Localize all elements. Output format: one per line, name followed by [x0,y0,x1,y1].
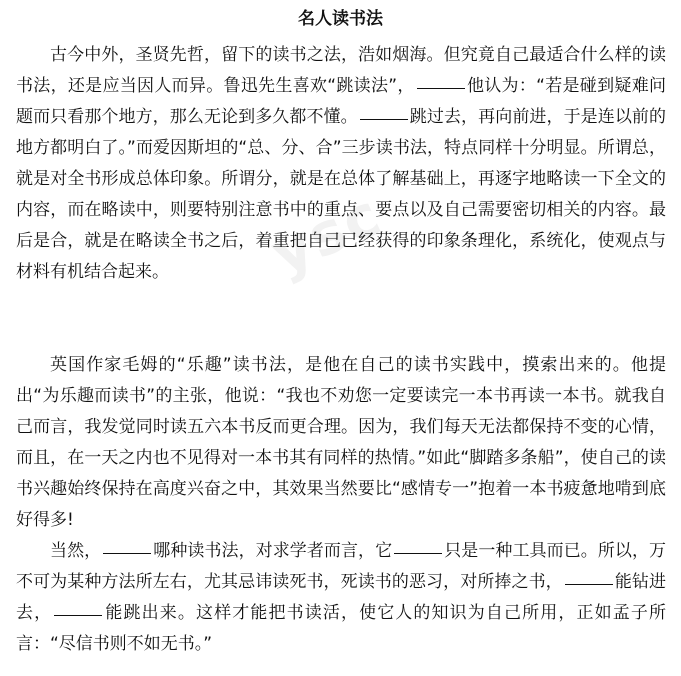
fill-in-blank-3 [103,552,151,554]
paragraph-1-segment-1: 古今中外，圣贤先哲，留下的读书之法，浩如烟海。但究竟自己最适合什么样的读书法，还是应当因人而异。鲁迅先生喜欢“跳读法”， [16,45,666,96]
fill-in-blank-4 [394,552,442,554]
fill-in-blank-5 [565,583,613,585]
paragraph-1-segment-2: 他认为：“若是碰到疑难问题而只看那个地方，那么无论到多久都不懂。 [16,76,666,127]
paragraph-2 [16,350,666,536]
paragraph-2-text: 英国作家毛姆的“乐趣”读书法，是他在自己的读书实践中，摸索出来的。他提出“为乐趣而读书”的主张，他说：“我也不劝您一定要读完一本书再读一本书。就我自己而言，我发觉同时读五六本书反而更合理。因为，我们每天无法都保持不变的心情，而且，在一天之内也不见得对一本书其有同样的热情。”如此“脚踏多条船”，使自己的读书兴趣始终保持在高度兴奋之中，其效果当然要比“感情专一”抱着一本书疲惫地啃到底好得多! [16,355,666,530]
paragraph-3-segment-4: 能钻进去， [16,572,667,623]
paragraph-3-segment-3: 只是一种工具而已。所以，万不可为某种方法所左右，尤其忌讳读死书，死读书的恶习，对所捧之书， [16,541,667,592]
fill-in-blank-1 [417,87,465,89]
paragraph-1 [16,40,666,288]
paragraph-3-segment-2: 哪种读书法，对求学者而言，它 [153,541,393,561]
paragraph-3-segment-5: 能跳出来。这样才能把书读活，使它人的知识为自己所用，正如孟子所言：“尽信书则不如无书。” [16,603,667,654]
document-title: 名人读书法 [298,9,383,29]
fill-in-blank-6 [54,614,102,616]
paragraph-3 [16,536,666,660]
fill-in-blank-2 [360,118,408,120]
paragraph-3-segment-1: 当然， [50,541,102,561]
paragraph-1-segment-3: 跳过去，再向前进，于是连以前的地方都明白了。”而爱因斯坦的“总、分、合”三步读书法，特点同样十分明显。所谓总，就是对全书形成总体印象。所谓分，就是在总体了解基础上，再逐字地略读一下全文的内容，而在略读中，则要特别注意书中的重点、要点以及自己需要密切相关的内容。最后是合，就是在略读全书之后，着重把自己已经获得的印象条理化，系统化，使观点与材料有机结合起来。 [16,107,667,282]
watermark-text: ysc [261,180,392,288]
